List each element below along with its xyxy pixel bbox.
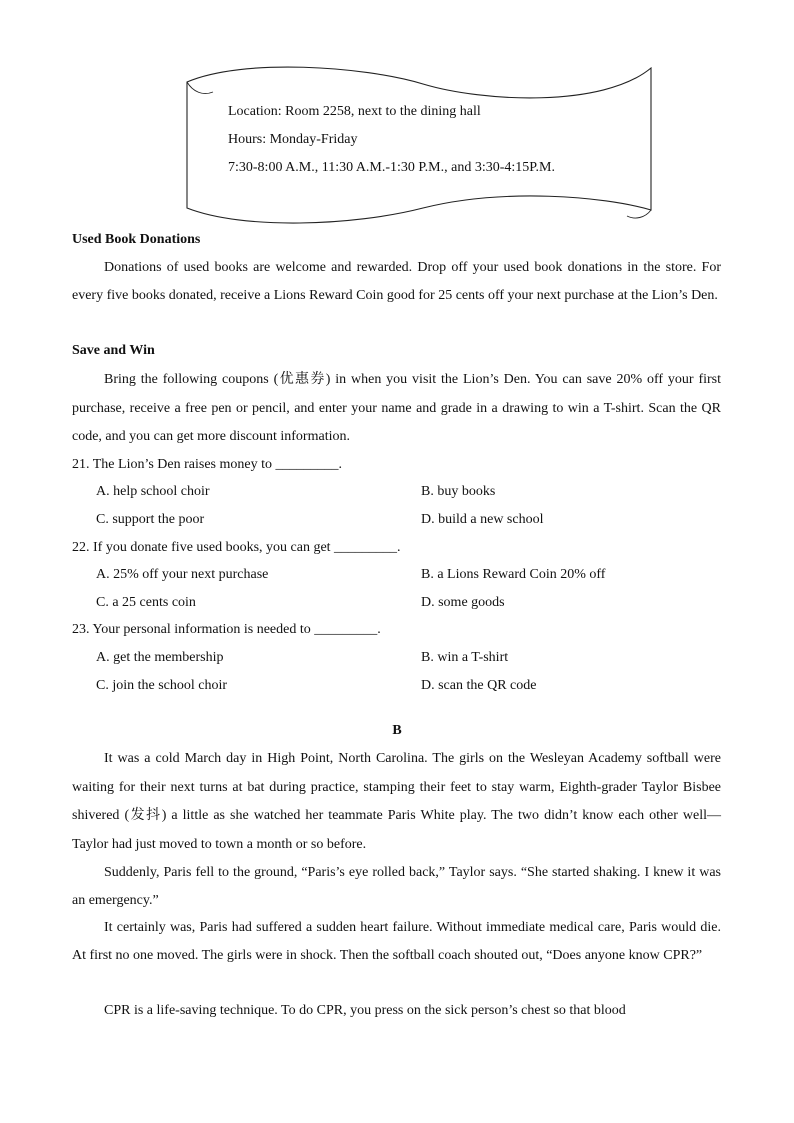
q22-option-a: A. 25% off your next purchase xyxy=(96,567,269,582)
section-b-paragraph-1: It was a cold March day in High Point, North Carolina. The girls on the Wesleyan Academy softball were waiting for their next turns at bat during practice, stamping their feet to stay warm, Eighth-grader Taylor Bisbee shivered (发抖) a little as she watched her teammate Paris White play. The two didn’t know each other well—Taylor had just moved to town a month or so before. xyxy=(72,751,721,852)
q22-option-d: D. some goods xyxy=(421,595,505,610)
used-book-heading: Used Book Donations xyxy=(72,232,201,247)
question-23-stem: 23. Your personal information is needed to _________. xyxy=(72,622,381,637)
q21-option-b: B. buy books xyxy=(421,484,496,499)
question-21-stem: 21. The Lion’s Den raises money to _________. xyxy=(72,457,342,472)
notice-text xyxy=(228,98,648,182)
notice-hours: Hours: Monday-Friday xyxy=(228,132,358,147)
section-b-label: B xyxy=(392,723,402,738)
notice-times: 7:30-8:00 A.M., 11:30 A.M.-1:30 P.M., and 3:30-4:15P.M. xyxy=(228,160,555,175)
save-win-heading: Save and Win xyxy=(72,343,155,358)
q22-option-b: B. a Lions Reward Coin 20% off xyxy=(421,567,606,582)
q23-option-b: B. win a T-shirt xyxy=(421,650,509,665)
notice-location: Location: Room 2258, next to the dining hall xyxy=(228,104,481,119)
section-b-paragraph-2: Suddenly, Paris fell to the ground, “Paris’s eye rolled back,” Taylor says. “She started shaking. I knew it was an emergency.” xyxy=(72,865,721,908)
q23-option-d: D. scan the QR code xyxy=(421,678,537,693)
q21-option-a: A. help school choir xyxy=(96,484,210,499)
question-22-stem: 22. If you donate five used books, you can get _________. xyxy=(72,540,401,555)
section-b-paragraph-4: CPR is a life-saving technique. To do CPR, you press on the sick person’s chest so that blood xyxy=(104,1003,626,1018)
q23-option-a: A. get the membership xyxy=(96,650,224,665)
save-win-paragraph: Bring the following coupons (优惠券) in when you visit the Lion’s Den. You can save 20% off your first purchase, receive a free pen or pencil, and enter your name and grade in a drawing to win a T-shirt. Scan the QR code, and you can get more discount information. xyxy=(72,372,721,444)
used-book-paragraph: Donations of used books are welcome and rewarded. Drop off your used book donations in the store. For every five books donated, receive a Lions Reward Coin good for 25 cents off your next purchase at the Lion’s Den. xyxy=(72,260,721,303)
q23-option-c: C. join the school choir xyxy=(96,678,228,693)
notice-scroll-box xyxy=(183,58,657,228)
q22-option-c: C. a 25 cents coin xyxy=(96,595,196,610)
q21-option-d: D. build a new school xyxy=(421,512,544,527)
q21-option-c: C. support the poor xyxy=(96,512,205,527)
section-b-paragraph-3: It certainly was, Paris had suffered a sudden heart failure. Without immediate medical care, Paris would die. At first no one moved. The girls were in shock. Then the softball coach shouted out, “Does anyone know CPR?” xyxy=(72,920,721,963)
